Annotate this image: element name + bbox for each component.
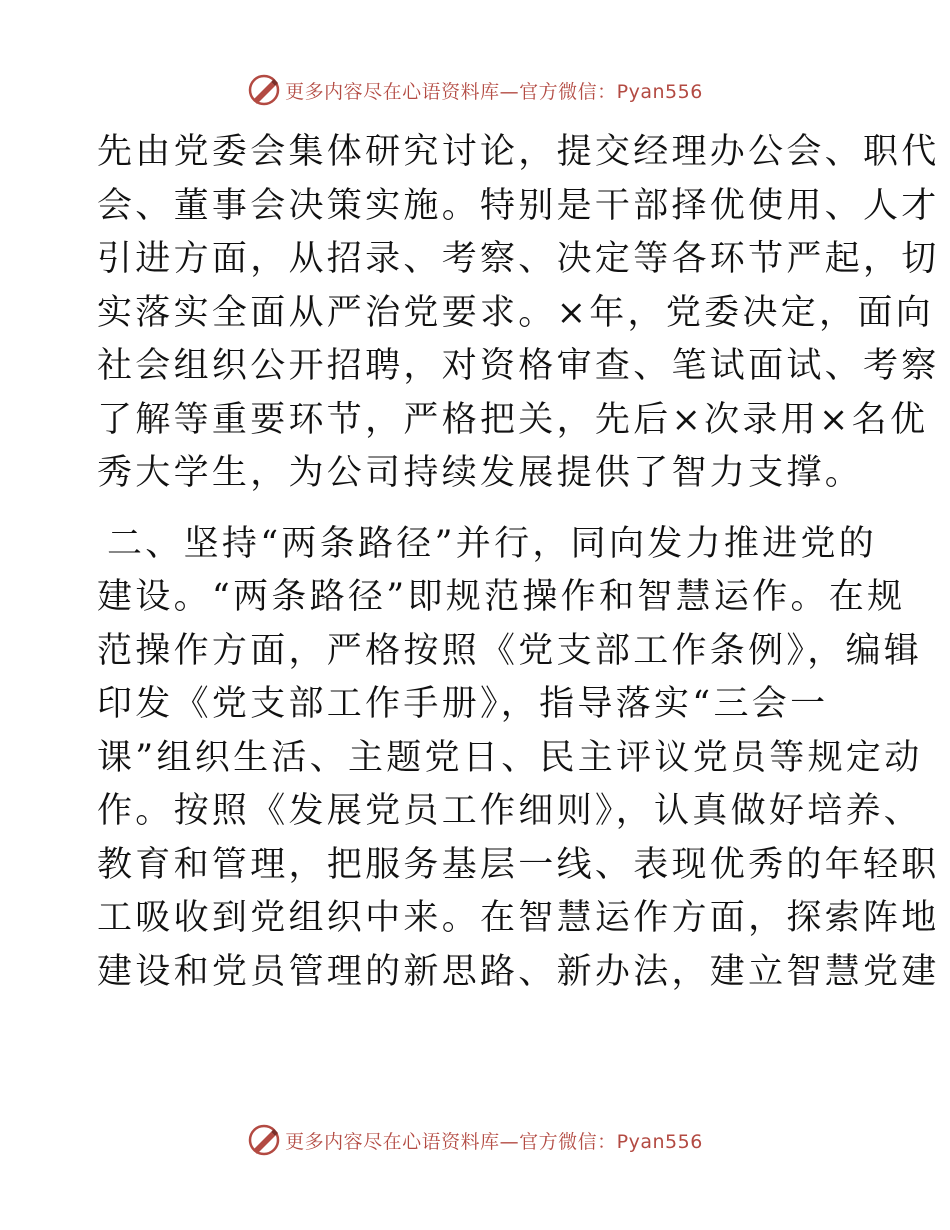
paragraph-line: 先由党委会集体研究讨论，提交经理办公会、职代 <box>97 132 940 172</box>
paragraph-line: 引进方面，从招录、考察、决定等各环节严起，切 <box>97 239 940 279</box>
paragraph-1 <box>97 126 940 501</box>
paragraph-line: 工吸收到党组织中来。在智慧运作方面，探索阵地 <box>97 898 940 938</box>
paragraph-line: 了解等重要环节，严格把关，先后×次录用×名优 <box>97 399 929 440</box>
paragraph-line: 会、董事会决策实施。特别是干部择优使用、人才 <box>97 185 940 226</box>
pen-circle-logo-icon <box>247 1123 281 1157</box>
paragraph-line: 印发《党支部工作手册》，指导落实“三会一 <box>97 684 829 724</box>
paragraph-line: 作。按照《发展党员工作细则》，认真做好培养、 <box>97 791 923 831</box>
footer-banner-text: 更多内容尽在心语资料库—官方微信：Pyan556 <box>285 1130 703 1153</box>
header-banner <box>0 70 950 110</box>
footer-banner <box>0 1120 950 1160</box>
paragraph-line: 社会组织公开招聘，对资格审查、笔试面试、考察 <box>97 346 940 386</box>
pen-circle-logo-icon <box>247 73 281 107</box>
document-body <box>97 126 940 999</box>
section-heading-line: 二、坚持“两条路径”并行，同向发力推进党的 <box>107 523 878 564</box>
paragraph-line: 实落实全面从严治党要求。×年，党委决定，面向 <box>97 292 934 333</box>
paragraph-line: 秀大学生，为公司持续发展提供了智力支撑。 <box>97 453 864 493</box>
paragraph-line: 教育和管理，把服务基层一线、表现优秀的年轻职 <box>97 844 940 885</box>
paragraph-2 <box>97 518 940 1000</box>
paragraph-line: 建设和党员管理的新思路、新办法，建立智慧党建 <box>97 951 940 992</box>
paragraph-line: 范操作方面，严格按照《党支部工作条例》，编辑 <box>97 630 923 671</box>
paragraph-line: 课”组织生活、主题党日、民主评议党员等规定动 <box>97 737 923 778</box>
header-banner-text: 更多内容尽在心语资料库—官方微信：Pyan556 <box>285 80 703 103</box>
paragraph-line: 建设。“两条路径”即规范操作和智慧运作。在规 <box>97 577 906 617</box>
